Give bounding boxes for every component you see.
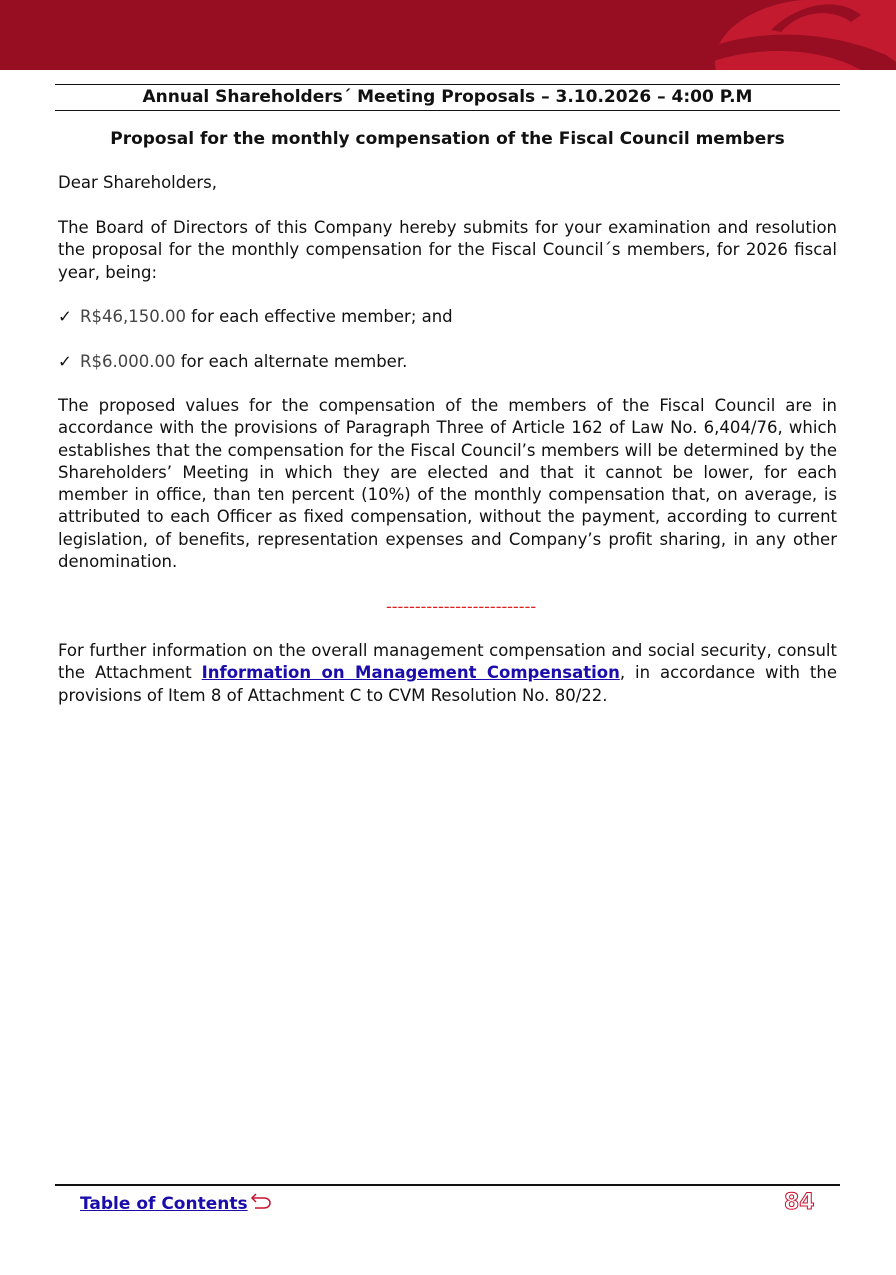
header-bottom-rule: [55, 110, 840, 111]
effective-member-amount: R$46,150.00: [80, 307, 186, 326]
return-arrow-icon[interactable]: [249, 1191, 273, 1211]
proposal-title: Proposal for the monthly compensation of the Fiscal Council members: [110, 129, 785, 149]
management-compensation-link[interactable]: Information on Management Compensation: [201, 663, 620, 683]
bank-logo-icon: [676, 0, 896, 70]
further-info-prefix: For further information on the overall management compensation and social security, consult the Attachment: [58, 641, 837, 683]
header-top-rule: [55, 84, 840, 85]
greeting: Dear Shareholders,: [58, 173, 217, 192]
alternate-member-amount: R$6.000.00: [80, 352, 176, 371]
body-paragraph: The proposed values for the compensation of the members of the Fiscal Council are in accordance with the provisions of Paragraph Three of Article 162 of Law No. 6,404/76, which establishes that the compensation for the Fiscal Council’s members will be determined by the Shareholders’ Meeting in which they are elected and that it cannot be lower, for each member in office, than ten percent (10%) of the monthly compensation that, on average, is attributed to each Officer as fixed compensation, without the payment, according to current legislation, of benefits, representation expenses and Company’s profit sharing, in any other denomination.: [58, 396, 837, 572]
further-info-paragraph: [58, 640, 837, 707]
section-separator: --------------------------: [386, 597, 537, 616]
checkmark-icon: ✓: [58, 352, 72, 371]
intro-paragraph: The Board of Directors of this Company hereby submits for your examination and resolution the proposal for the monthly compensation for the Fiscal Council´s members, for 2026 fiscal year, being:: [58, 218, 837, 282]
list-item: [58, 306, 837, 328]
header-banner: [0, 0, 896, 70]
table-of-contents-link[interactable]: Table of Contents: [80, 1194, 248, 1214]
checkmark-icon: ✓: [58, 307, 72, 326]
list-item: [58, 351, 837, 373]
list-item-text: for each effective member; and: [185, 307, 453, 326]
page-number: 84: [784, 1190, 815, 1215]
meeting-title: Annual Shareholders´ Meeting Proposals – 3.10.2026 – 4:00 P.M: [142, 87, 753, 107]
footer-rule: [55, 1184, 840, 1186]
further-info-suffix: , in accordance with the provisions of Item 8 of Attachment C to CVM Resolution No. 80/22.: [58, 663, 838, 705]
list-item-text: for each alternate member.: [175, 352, 408, 371]
